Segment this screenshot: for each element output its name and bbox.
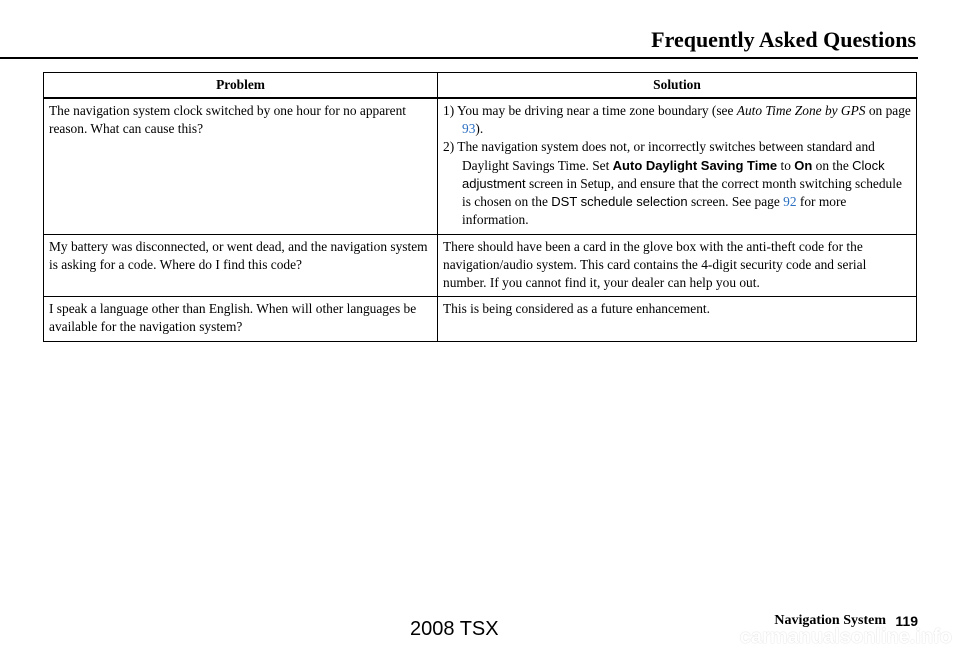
page-title: Frequently Asked Questions	[651, 27, 916, 52]
solution-text: The navigation system does not, or incorrectly switches between standard and Daylight Savings Time. Set	[457, 139, 875, 173]
solution-cell: This is being considered as a future enhancement.	[438, 297, 917, 341]
faq-table	[43, 72, 917, 342]
table-row	[44, 98, 917, 234]
item-number: 2)	[443, 139, 455, 155]
solution-text: for more information.	[462, 194, 847, 228]
solution-text: screen. See page	[687, 194, 784, 210]
problem-cell: The navigation system clock switched by one hour for no apparent reason. What can cause this?	[44, 98, 438, 234]
page-link-93[interactable]: 93	[462, 121, 476, 137]
problem-cell: My battery was disconnected, or went dead, and the navigation system is asking for a code. Where do I find this code?	[44, 234, 438, 297]
problem-cell: I speak a language other than English. When will other languages be available for the navigation system?	[44, 297, 438, 341]
setting-value: On	[794, 157, 813, 173]
table-row	[44, 297, 917, 341]
page-number: 119	[895, 613, 918, 629]
table-header-row	[44, 73, 917, 99]
solution-item-1	[443, 102, 911, 138]
solution-text: on the	[812, 157, 853, 173]
solution-text: on page	[865, 103, 911, 118]
title-divider	[0, 57, 918, 59]
model-watermark: 2008 TSX	[410, 618, 499, 640]
column-header-problem: Problem	[44, 73, 438, 99]
site-watermark: carmanualsonline.info	[739, 626, 952, 648]
solution-cell: There should have been a card in the glove box with the anti-theft code for the navigation/audio system. This card contains the 4-digit security code and serial number. If you cannot find it, your dealer can help you out.	[438, 234, 917, 297]
reference-title: Auto Time Zone by GPS	[736, 103, 866, 118]
table-row	[44, 234, 917, 297]
setting-name: Auto Daylight Saving Time	[612, 157, 778, 173]
footer-section-title: Navigation System	[774, 613, 886, 628]
column-header-solution: Solution	[438, 73, 917, 99]
solution-text: to	[777, 157, 795, 173]
solution-item-2	[443, 138, 911, 229]
solution-cell	[438, 98, 917, 234]
screen-name: Clock adjustment	[462, 157, 885, 191]
solution-text: screen in Setup, and ensure that the correct month switching schedule is chosen on the	[462, 175, 902, 210]
item-number: 1)	[443, 103, 455, 118]
screen-name: DST schedule selection	[551, 194, 688, 210]
solution-text: You may be driving near a time zone boundary (see	[457, 103, 737, 118]
solution-text: ).	[475, 121, 484, 137]
page-link-92[interactable]: 92	[783, 194, 797, 210]
